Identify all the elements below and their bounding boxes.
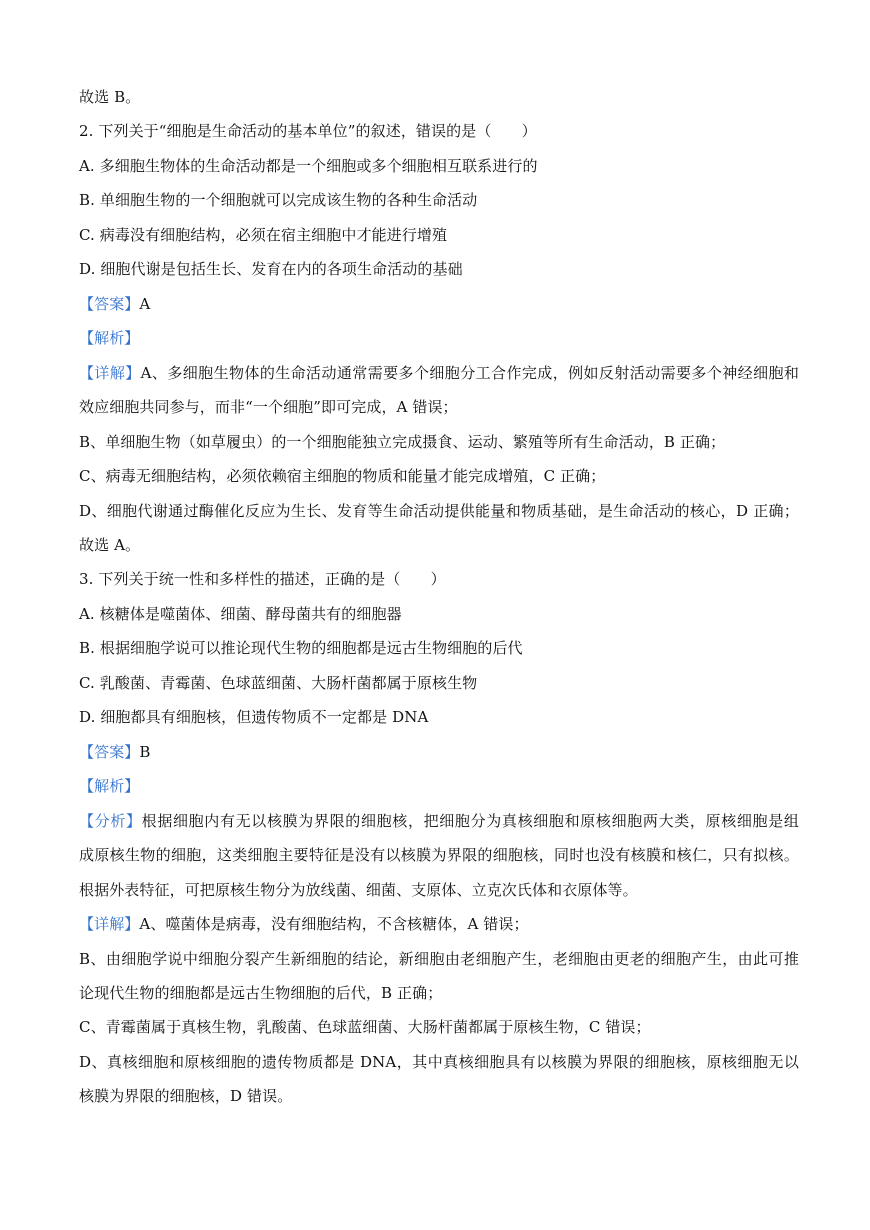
option-c <box>79 673 799 693</box>
detail-tag: 【详解】 <box>79 364 141 382</box>
option-a <box>79 156 799 176</box>
line-text: C、病毒无细胞结构，必须依赖宿主细胞的物质和能量才能完成增殖，C 正确； <box>79 467 606 485</box>
line-text: 故选 A。 <box>79 536 141 554</box>
explanation-line <box>79 501 799 521</box>
line-text: C. 病毒没有细胞结构，必须在宿主细胞中才能进行增殖 <box>79 226 448 244</box>
line-text: A、多细胞生物体的生命活动通常需要多个细胞分工合作完成，例如反射活动需要多个神经细胞和 <box>140 364 800 382</box>
line-text: A、噬菌体是病毒，没有细胞结构，不含核糖体，A 错误； <box>139 915 529 933</box>
answer-tag: 【答案】 <box>79 743 140 761</box>
analysis-tag: 【解析】 <box>79 777 140 795</box>
option-d <box>79 707 799 727</box>
answer-line <box>79 742 799 762</box>
line-text: 核膜为界限的细胞核，D 错误。 <box>79 1087 293 1105</box>
question-stem <box>79 121 799 141</box>
line-text: C. 乳酸菌、青霉菌、色球蓝细菌、大肠杆菌都属于原核生物 <box>79 674 478 692</box>
option-d <box>79 259 799 279</box>
answer-tag: 【答案】 <box>79 295 140 313</box>
explanation-line <box>79 1052 799 1072</box>
explanation-line <box>79 949 799 969</box>
analysis-line <box>79 811 799 831</box>
line-text: 故选 B。 <box>79 88 141 106</box>
line-text: D、细胞代谢通过酶催化反应为生长、发育等生命活动提供能量和物质基础，是生命活动的核心，D 正确； <box>79 502 799 520</box>
line-text: A. 核糖体是噬菌体、细菌、酵母菌共有的细胞器 <box>79 605 402 623</box>
line-text: 根据细胞内有无以核膜为界限的细胞核，把细胞分为真核细胞和原核细胞两大类，原核细胞是组 <box>141 812 799 830</box>
explanation-line <box>79 1086 799 1106</box>
explanation-line <box>79 1017 799 1037</box>
text-line <box>79 87 799 107</box>
analysis-tag: 【解析】 <box>79 329 140 347</box>
answer-value: B <box>139 743 151 761</box>
explanation-line <box>79 363 799 383</box>
analysis-tag: 【分析】 <box>79 812 142 830</box>
option-b <box>79 638 799 658</box>
explanation-line <box>79 466 799 486</box>
line-text: 效应细胞共同参与，而非“一个细胞”即可完成，A 错误； <box>79 398 458 416</box>
line-text: 3. 下列关于统一性和多样性的描述，正确的是（ ） <box>79 570 446 588</box>
explanation-line <box>79 914 799 934</box>
line-text: A. 多细胞生物体的生命活动都是一个细胞或多个细胞相互联系进行的 <box>79 157 538 175</box>
option-b <box>79 190 799 210</box>
option-a <box>79 604 799 624</box>
line-text: C、青霉菌属于真核生物，乳酸菌、色球蓝细菌、大肠杆菌都属于原核生物，C 错误； <box>79 1018 651 1036</box>
explanation-line <box>79 432 799 452</box>
detail-tag: 【详解】 <box>79 915 140 933</box>
line-text: D、真核细胞和原核细胞的遗传物质都是 DNA，其中真核细胞具有以核膜为界限的细胞核，原核细胞无以 <box>79 1053 799 1071</box>
conclusion-line <box>79 535 799 555</box>
answer-value: A <box>139 295 151 313</box>
answer-line <box>79 294 799 314</box>
line-text: D. 细胞都具有细胞核，但遗传物质不一定都是 DNA <box>79 708 429 726</box>
line-text: 根据外表特征，可把原核生物分为放线菌、细菌、支原体、立克次氏体和衣原体等。 <box>79 881 638 899</box>
analysis-line <box>79 845 799 865</box>
line-text: 2. 下列关于“细胞是生命活动的基本单位”的叙述，错误的是（ ） <box>79 122 537 140</box>
analysis-heading <box>79 776 799 796</box>
line-text: B. 根据细胞学说可以推论现代生物的细胞都是远古生物细胞的后代 <box>79 639 523 657</box>
analysis-line <box>79 880 799 900</box>
analysis-heading <box>79 328 799 348</box>
line-text: D. 细胞代谢是包括生长、发育在内的各项生命活动的基础 <box>79 260 463 278</box>
line-text: B. 单细胞生物的一个细胞就可以完成该生物的各种生命活动 <box>79 191 478 209</box>
line-text: B、单细胞生物（如草履虫）的一个细胞能独立完成摄食、运动、繁殖等所有生命活动，B 正确； <box>79 433 726 451</box>
line-text: 论现代生物的细胞都是远古生物细胞的后代，B 正确； <box>79 984 443 1002</box>
option-c <box>79 225 799 245</box>
line-text: 成原核生物的细胞，这类细胞主要特征是没有以核膜为界限的细胞核，同时也没有核膜和核仁，只有拟核。 <box>79 846 799 864</box>
explanation-line <box>79 983 799 1003</box>
explanation-line <box>79 397 799 417</box>
line-text: B、由细胞学说中细胞分裂产生新细胞的结论，新细胞由老细胞产生，老细胞由更老的细胞产生，由此可推 <box>79 950 799 968</box>
question-stem <box>79 569 799 589</box>
